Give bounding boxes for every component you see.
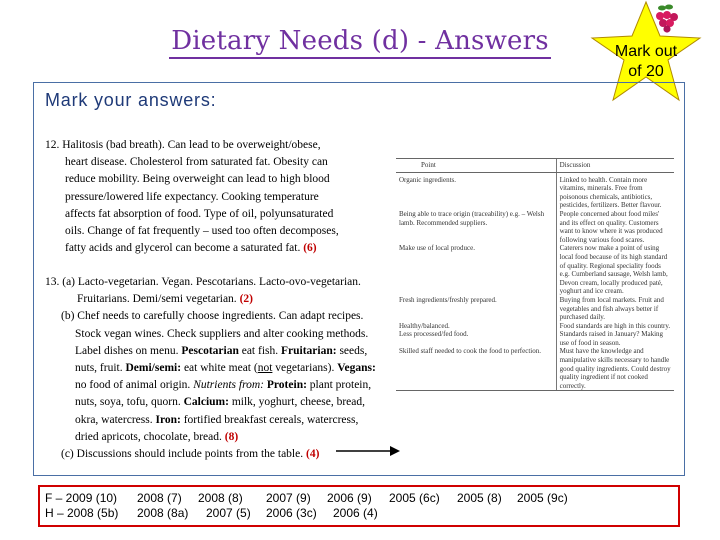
q13b-mark: (8) [224, 430, 239, 443]
q13b-text: nuts, fruit. [75, 362, 123, 375]
reference-item: H – 2008 (5b) [45, 506, 119, 520]
q13b-text: plant protein, [309, 379, 372, 392]
q13b-line [45, 360, 395, 377]
q12-line: heart disease. Cholesterol from saturated fat. Obesity can [65, 156, 328, 169]
q12-line: pressure/lowered life expectancy. Cooking temperature [65, 190, 319, 203]
star-label-line2: of 20 [628, 63, 664, 80]
q12-mark: (6) [303, 242, 317, 255]
table-row [396, 322, 674, 331]
q13b-text: seeds, [339, 344, 368, 357]
q13b-bold: Demi/semi: [125, 362, 182, 375]
answer-13 [45, 274, 395, 463]
table-header-point: Point [396, 159, 556, 173]
table-header-discussion: Discussion [556, 159, 674, 173]
q13b-line [45, 377, 395, 394]
table-header-row [396, 159, 674, 173]
table-cell-discussion: Buying from local markets. Fruit and vegetables and fish always better if purchased daily. [556, 296, 674, 322]
reference-item: F – 2009 (10) [45, 491, 118, 505]
reference-item: 2007 (9) [266, 491, 311, 505]
table-cell-discussion: Linked to health. Contain more vitamins, minerals. Free from poisonous chemicals, antibiotics, pesticides, fertilizers. Better flavour. [556, 172, 674, 210]
q13b-bold: Fruitarian: [281, 344, 337, 357]
q13b-bold: Pescotarian [181, 344, 239, 357]
reference-item: 2006 (9) [327, 491, 372, 505]
reference-item: 2008 (7) [137, 491, 182, 505]
q13b-text: no food of animal origin. [75, 379, 191, 392]
q13b-text: eat white meat ( [183, 362, 258, 375]
table-row [396, 296, 674, 322]
q13b-underline: not [257, 362, 273, 375]
table-row [396, 347, 674, 390]
q13b-italic: Nutrients from: [193, 379, 265, 392]
reference-item: 2008 (8) [198, 491, 243, 505]
q13b-text: okra, watercress. [75, 413, 153, 426]
q13b-text: fortified breakfast cereals, watercress, [183, 413, 359, 426]
q13a-text: Fruitarians. Demi/semi vegetarian. [77, 293, 237, 306]
section-heading: Mark your answers: [45, 90, 217, 110]
table-cell-point: Skilled staff needed to cook the food to perfection. [396, 347, 556, 390]
q13b-text: eat fish. [241, 344, 279, 357]
q13b-bold: Iron: [155, 413, 181, 426]
q13b-text: dried apricots, chocolate, bread. [75, 430, 222, 443]
q13c-mark: (4) [305, 448, 320, 461]
reference-item: 2007 (5) [206, 506, 251, 520]
q13b-bold: Calcium: [183, 396, 229, 409]
q12-text: fatty acids and glycerol can become a saturated fat. [65, 242, 301, 255]
q13b-line [45, 394, 395, 411]
past-papers-references [38, 485, 680, 527]
table-cell-discussion: Caterers now make a point of using local food because of its high standard of quality. Regional speciality foods e.g. Cumberland sausage, Welsh lamb, Devon cream, locally produced paté, yoghurt and ice cream. [556, 244, 674, 296]
table-cell-point: Being able to trace origin (traceability) e.g. – Welsh lamb. Recommended suppliers. [399, 209, 545, 227]
table-cell-discussion: Food standards are high in this country. [556, 322, 674, 331]
table-cell-discussion: Standards raised in January? Making use of food in season. [556, 330, 674, 347]
q13b-text: milk, yoghurt, cheese, bread, [231, 396, 366, 409]
q13b-text: Label dishes on menu. [75, 344, 179, 357]
q12-line: reduce mobility. Being overweight can lead to high blood [65, 173, 330, 186]
page-title: Dietary Needs (d) - Answers [169, 26, 551, 59]
table-cell-discussion: People concerned about food miles' and its effect on quality. Customers want to know where it was produced following various food scares. [556, 210, 674, 244]
arrow-right-icon [336, 444, 400, 458]
q13b-line: (b) Chef needs to carefully choose ingredients. Can adapt recipes. [61, 310, 364, 323]
table-cell-point: Organic ingredients. [399, 175, 457, 184]
star-label-line1: Mark out [614, 43, 678, 60]
table-row [396, 172, 674, 210]
table-row [396, 244, 674, 296]
table-cell-point: Fresh ingredients/freshly prepared. [399, 295, 497, 304]
reference-item: 2008 (8a) [137, 506, 189, 520]
q13b-line [45, 412, 395, 429]
points-table [396, 158, 674, 391]
table-cell-point: Make use of local produce. [399, 244, 475, 253]
q13a-line: 13. (a) Lacto-vegetarian. Vegan. Pescotarians. Lacto-ovo-vegetarian. [45, 276, 361, 288]
answer-12 [45, 137, 385, 257]
reference-item: 2005 (6c) [389, 491, 440, 505]
q13b-line [45, 343, 395, 360]
q13b-bold: Protein: [266, 379, 307, 392]
star-label [576, 42, 716, 82]
q13c-text: (c) Discussions should include points from the table. [61, 448, 304, 461]
q13a-line [45, 291, 395, 308]
q12-line [45, 240, 385, 257]
table-row [396, 210, 674, 244]
table-cell-point: Less processed/fed food. [399, 330, 469, 339]
q13a-mark: (2) [239, 293, 253, 306]
reference-item: 2006 (3c) [266, 506, 317, 520]
q12-line: oils. Change of fat frequently – used too often decomposes, [65, 225, 339, 238]
q13b-text: nuts, soya, tofu, quorn. [75, 396, 181, 409]
q13b-bold: Vegans: [337, 362, 376, 375]
reference-item: 2005 (9c) [517, 491, 568, 505]
q12-line: 12. Halitosis (bad breath). Can lead to be overweight/obese, [45, 139, 321, 151]
q12-line: affects fat absorption of food. Type of oil, polyunsaturated [65, 207, 334, 220]
table-row [396, 330, 674, 347]
reference-item: 2006 (4) [333, 506, 378, 520]
q13b-line: Stock vegan wines. Check suppliers and alter cooking methods. [75, 327, 369, 340]
q13b-text: vegetarians). [275, 362, 335, 375]
table-cell-point: Healthy/balanced. [399, 321, 450, 330]
table-cell-discussion: Must have the knowledge and manipulative skills necessary to handle good quality ingredients. Could destroy quality ingredient if not cooked correctly. [556, 347, 674, 390]
reference-item: 2005 (8) [457, 491, 502, 505]
